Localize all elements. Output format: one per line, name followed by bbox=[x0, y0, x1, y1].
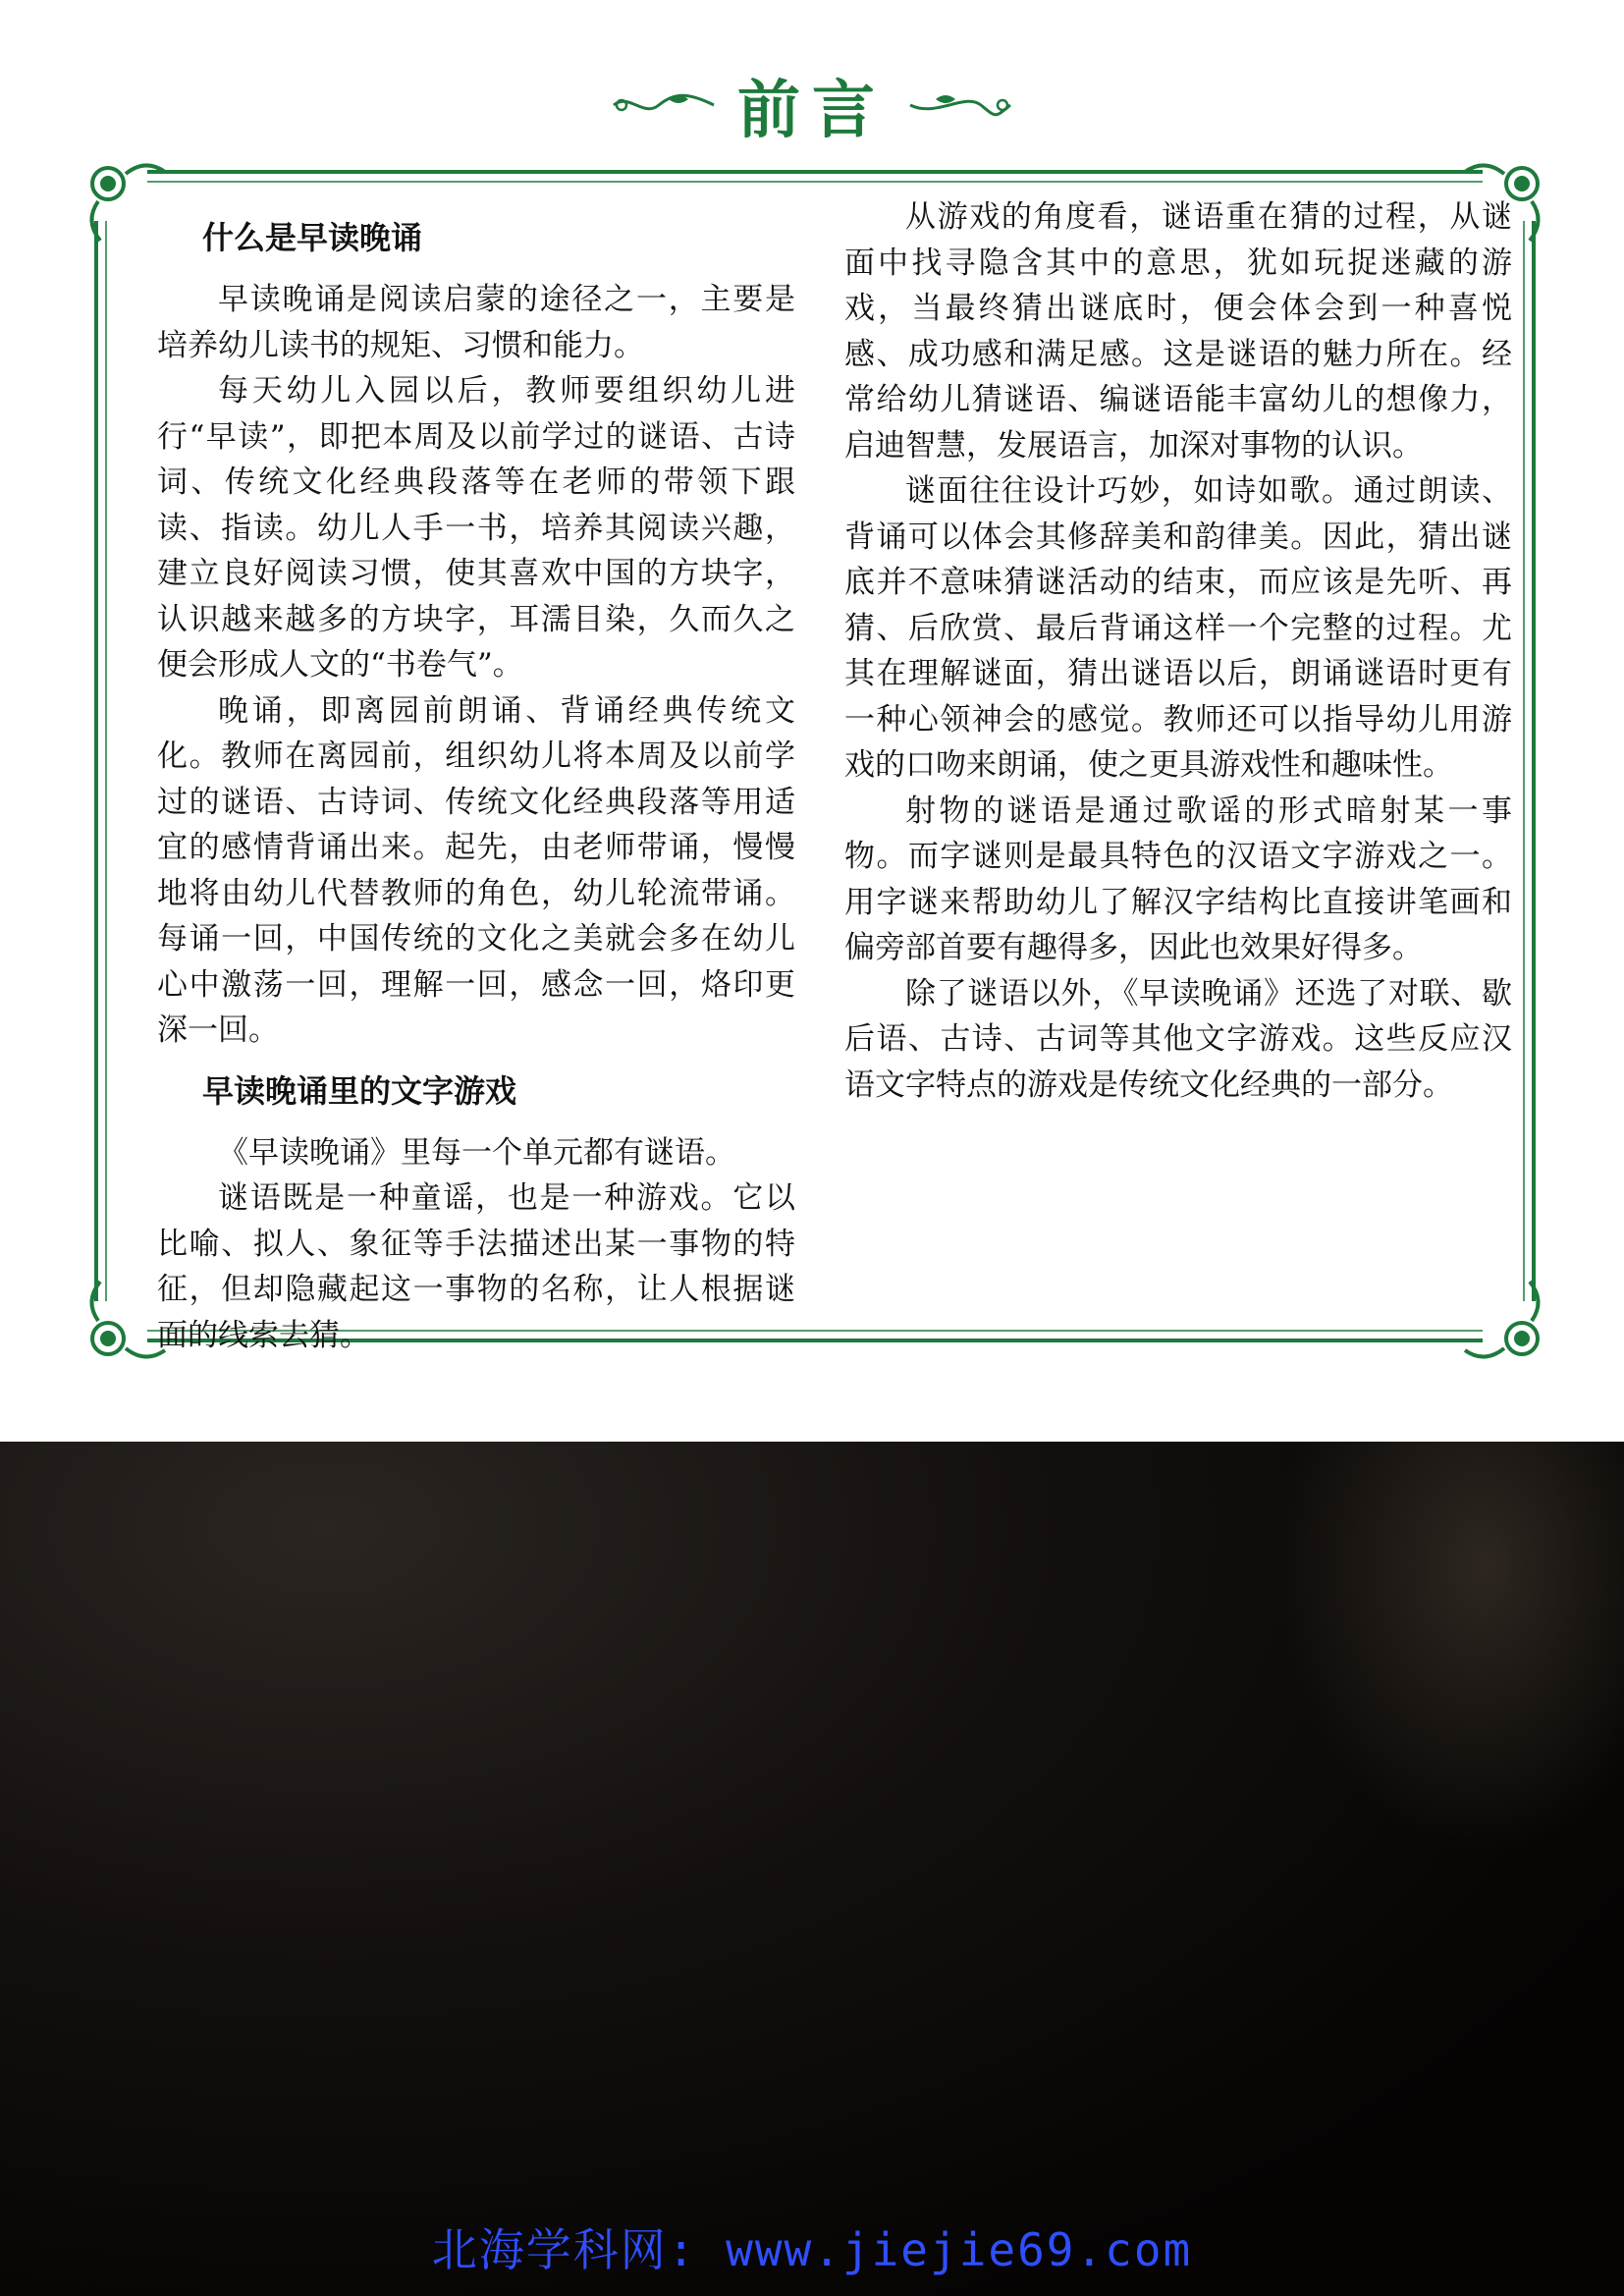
paragraph: 《早读晚诵》里每一个单元都有谜语。 bbox=[218, 1134, 735, 1171]
paragraph: 晚诵，即离园前朗诵、背诵经典传统文化。教师在离园前，组织幼儿将本周及以前学过的谜语、古诗词、传统文化经典段落等用适宜的感情背诵出来。起先，由老师带诵，慢慢地将由幼儿代替教师的角色，幼儿轮流带诵。每诵一回，中国传统的文化之美就会多在幼儿心中激荡一回，理解一回，感念一回，烙印更深一回。 bbox=[157, 692, 795, 1048]
watermark-text: 北海学科网: www.jiejie69.com bbox=[431, 2223, 1193, 2276]
right-column bbox=[844, 194, 1512, 1108]
scan-light-patch bbox=[1276, 1442, 1624, 1854]
paragraph: 谜语既是一种童谣，也是一种游戏。它以比喻、拟人、象征等手法描述出某一事物的特征，但却隐藏起这一事物的名称，让人根据谜面的线索去猜。 bbox=[157, 1180, 795, 1353]
section-heading-word-games: 早读晚诵里的文字游戏 bbox=[202, 1071, 517, 1110]
title-area bbox=[0, 61, 1624, 149]
paragraph: 谜面往往设计巧妙，如诗如歌。通过朗读、背诵可以体会其修辞美和韵律美。因此，猜出谜底并不意味猜谜活动的结束，而应该是先听、再猜、后欣赏、最后背诵这样一个完整的过程。尤其在理解谜面，猜出谜语以后，朗诵谜语时更有一种心领神会的感觉。教师还可以指导幼儿用游戏的口吻来朗诵，使之更具游戏性和趣味性。 bbox=[844, 473, 1512, 783]
paragraph: 从游戏的角度看，谜语重在猜的过程，从谜面中找寻隐含其中的意思，犹如玩捉迷藏的游戏，当最终猜出谜底时，便会体会到一种喜悦感、成功感和满足感。这是谜语的魅力所在。经常给幼儿猜谜语、编谜语能丰富幼儿的想像力，启迪智慧，发展语言，加深对事物的认识。 bbox=[844, 199, 1512, 464]
page-title: 前言 bbox=[737, 74, 887, 147]
paragraph: 早读晚诵是阅读启蒙的途径之一，主要是培养幼儿读书的规矩、习惯和能力。 bbox=[157, 282, 795, 363]
section-heading-what-is: 什么是早读晚诵 bbox=[202, 219, 423, 256]
left-column bbox=[157, 196, 795, 1358]
left-swirl-ornament-icon bbox=[610, 88, 718, 122]
paragraph: 射物的谜语是通过歌谣的形式暗射某一事物。而字谜则是最具特色的汉语文字游戏之一。用字谜来帮助幼儿了解汉字结构比直接讲笔画和偏旁部首要有趣得多，因此也效果好得多。 bbox=[844, 793, 1512, 965]
paragraph: 除了谜语以外，《早读晚诵》还选了对联、歇后语、古诗、古词等其他文字游戏。这些反应汉语文字特点的游戏是传统文化经典的一部分。 bbox=[844, 975, 1512, 1103]
right-swirl-ornament-icon bbox=[906, 88, 1014, 122]
paragraph: 每天幼儿入园以后，教师要组织幼儿进行“早读”，即把本周及以前学过的谜语、古诗词、传统文化经典段落等在老师的带领下跟读、指读。幼儿人手一书，培养其阅读兴趣，建立良好阅读习惯，使其喜欢中国的方块字，认识越来越多的方块字，耳濡目染，久而久之便会形成人文的“书卷气”。 bbox=[157, 373, 795, 683]
